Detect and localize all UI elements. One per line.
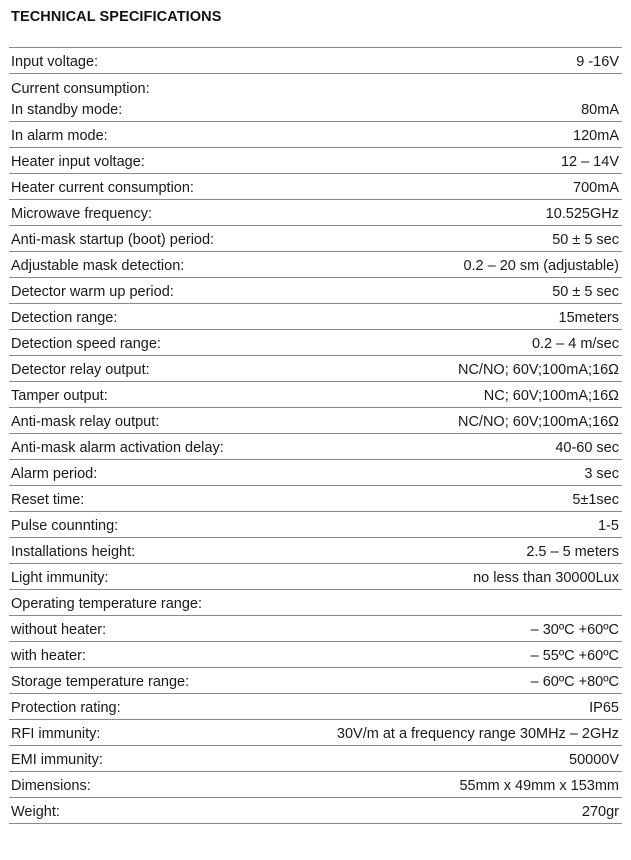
- spec-row-relay-output: [9, 356, 622, 382]
- spec-row-reset-time: [9, 486, 622, 512]
- spec-value: 0.2 – 20 sm (adjustable): [463, 258, 619, 274]
- spec-value: – 30ºC +60ºC: [530, 622, 619, 638]
- spec-value: NC/NO; 60V;100mA;16Ω: [457, 362, 619, 378]
- spec-label: Anti-mask relay output:: [11, 414, 160, 430]
- spec-row-current-consumption: [9, 74, 622, 122]
- spec-label: In standby mode:: [11, 102, 123, 118]
- spec-row-tamper-output: [9, 382, 622, 408]
- spec-label: Detector warm up period:: [11, 284, 174, 300]
- spec-value: 55mm x 49mm x 153mm: [459, 778, 619, 794]
- spec-label: with heater:: [11, 648, 86, 664]
- spec-label: Input voltage:: [11, 54, 99, 70]
- spec-row-dimensions: [9, 772, 622, 798]
- spec-label: Pulse counnting:: [11, 518, 119, 534]
- spec-value: 2.5 – 5 meters: [526, 544, 619, 560]
- spec-label: Heater input voltage:: [11, 154, 145, 170]
- spec-label: Weight:: [11, 804, 60, 820]
- spec-row-detection-range: [9, 304, 622, 330]
- spec-value: 50 ± 5 sec: [552, 284, 619, 300]
- spec-value: 15meters: [558, 310, 619, 326]
- spec-label: without heater:: [11, 622, 107, 638]
- spec-row-speed-range: [9, 330, 622, 356]
- spec-label: Light immunity:: [11, 570, 109, 586]
- spec-row-alarm-period: [9, 460, 622, 486]
- spec-row-input-voltage: [9, 48, 622, 74]
- spec-label: Tamper output:: [11, 388, 108, 404]
- spec-row-emi: [9, 746, 622, 772]
- spec-group-heading: Current consumption:: [11, 81, 150, 97]
- spec-row-rfi: [9, 720, 622, 746]
- spec-label: Storage temperature range:: [11, 674, 190, 690]
- spec-row-without-heater: [9, 616, 622, 642]
- spec-label: Installations height:: [11, 544, 136, 560]
- spec-value: IP65: [589, 700, 619, 716]
- spec-label: Anti-mask startup (boot) period:: [11, 232, 215, 248]
- spec-value: 9 -16V: [576, 54, 619, 70]
- spec-row-heater-current: [9, 174, 622, 200]
- spec-value: 80mA: [581, 102, 619, 118]
- spec-label: Anti-mask alarm activation delay:: [11, 440, 224, 456]
- spec-value: 0.2 – 4 m/sec: [531, 336, 619, 352]
- spec-value: 120mA: [573, 128, 619, 144]
- spec-value: NC; 60V;100mA;16Ω: [483, 388, 619, 404]
- spec-value: NC/NO; 60V;100mA;16Ω: [457, 414, 619, 430]
- spec-value: 50000V: [569, 752, 619, 768]
- spec-value: – 55ºC +60ºC: [530, 648, 619, 664]
- spec-row-with-heater: [9, 642, 622, 668]
- spec-value: 270gr: [581, 804, 619, 820]
- spec-row-adjustable-mask: [9, 252, 622, 278]
- spec-value: 3 sec: [584, 466, 619, 482]
- spec-value: 1-5: [598, 518, 619, 534]
- spec-row-antimask-delay: [9, 434, 622, 460]
- spec-label: Detection speed range:: [11, 336, 161, 352]
- spec-label: Alarm period:: [11, 466, 98, 482]
- spec-label: Detection range:: [11, 310, 118, 326]
- spec-label: Detector relay output:: [11, 362, 150, 378]
- spec-row-weight: [9, 798, 622, 824]
- spec-label: Adjustable mask detection:: [11, 258, 185, 274]
- spec-row-warm-up: [9, 278, 622, 304]
- spec-label: Operating temperature range:: [11, 596, 203, 612]
- spec-label: In alarm mode:: [11, 128, 108, 144]
- spec-value: 30V/m at a frequency range 30MHz – 2GHz: [336, 726, 619, 742]
- spec-value: 50 ± 5 sec: [552, 232, 619, 248]
- spec-row-protection: [9, 694, 622, 720]
- spec-label: Dimensions:: [11, 778, 91, 794]
- spec-row-pulse-counting: [9, 512, 622, 538]
- page-title: TECHNICAL SPECIFICATIONS: [11, 9, 222, 25]
- spec-value: – 60ºC +80ºC: [530, 674, 619, 690]
- spec-row-install-height: [9, 538, 622, 564]
- spec-value: 12 – 14V: [560, 154, 619, 170]
- spec-row-operating-temp: [9, 590, 622, 616]
- spec-row-alarm-mode: [9, 122, 622, 148]
- spec-label: Protection rating:: [11, 700, 121, 716]
- spec-label: Reset time:: [11, 492, 85, 508]
- spec-table: [9, 47, 622, 824]
- spec-label: EMI immunity:: [11, 752, 103, 768]
- spec-label: Microwave frequency:: [11, 206, 153, 222]
- spec-value: 700mA: [573, 180, 619, 196]
- spec-label: RFI immunity:: [11, 726, 101, 742]
- spec-row-antimask-relay: [9, 408, 622, 434]
- spec-row-antimask-startup: [9, 226, 622, 252]
- spec-row-light-immunity: [9, 564, 622, 590]
- spec-value: 5±1sec: [572, 492, 619, 508]
- spec-row-heater-input-voltage: [9, 148, 622, 174]
- spec-label: Heater current consumption:: [11, 180, 194, 196]
- spec-row-microwave-frequency: [9, 200, 622, 226]
- spec-value: no less than 30000Lux: [473, 570, 619, 586]
- spec-value: 40-60 sec: [555, 440, 619, 456]
- spec-row-storage-temp: [9, 668, 622, 694]
- spec-value: 10.525GHz: [545, 206, 619, 222]
